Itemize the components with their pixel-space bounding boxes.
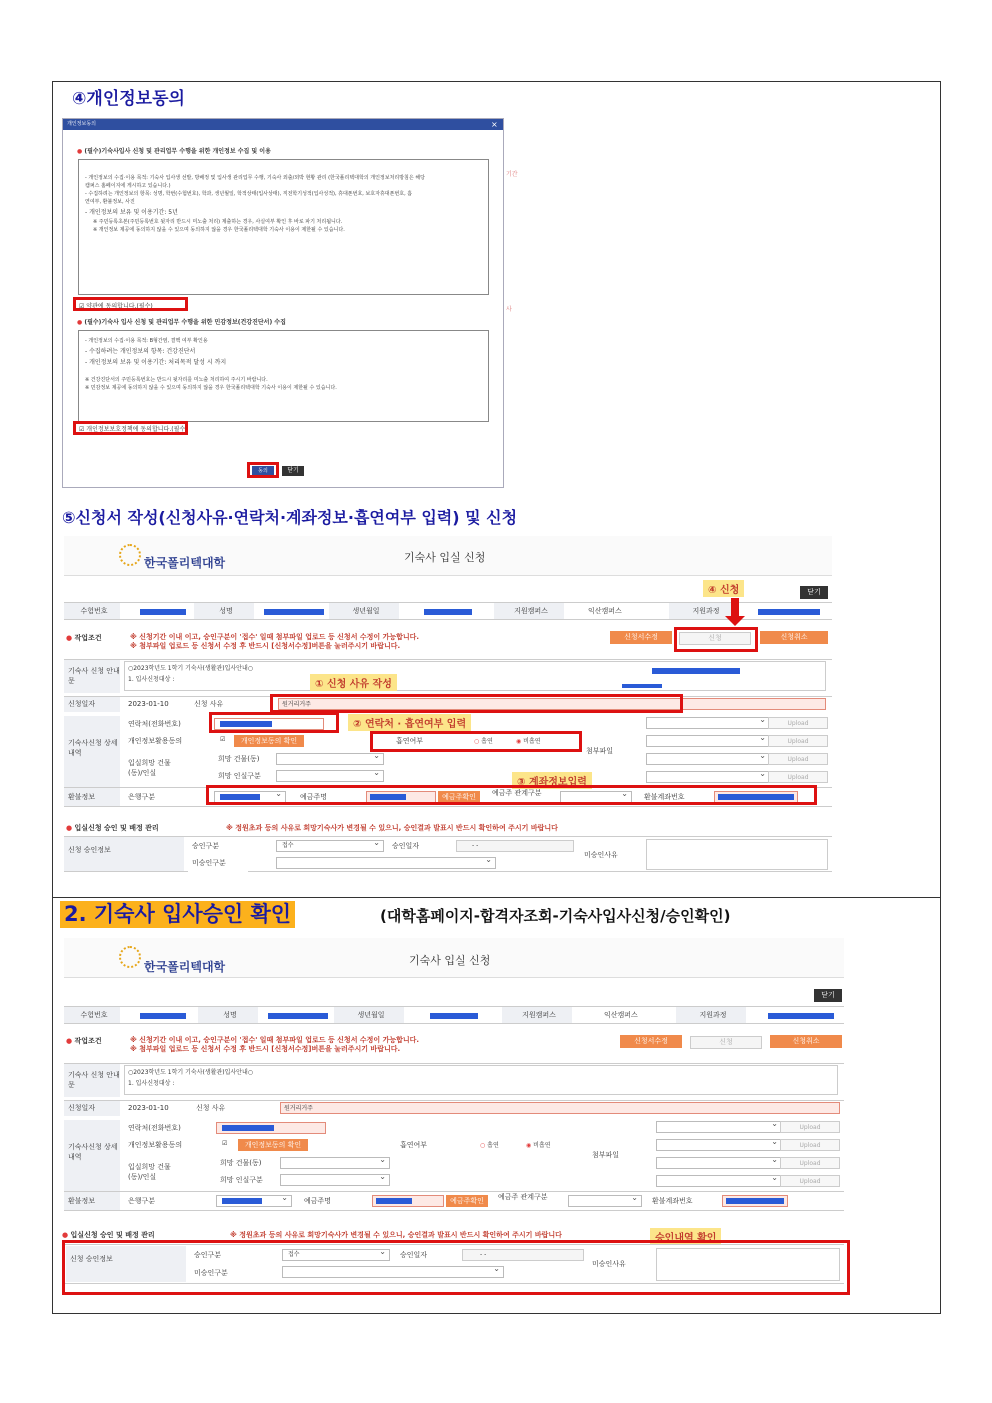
section2-line: - 개인정보의 수집·이용 목적: B형간염, 결핵 여부 확인용 <box>85 338 208 344</box>
close-button[interactable]: 닫기 <box>800 586 828 599</box>
approval-title-text: 입실신청 승인 및 배정 관리 <box>70 1231 155 1239</box>
guide-redacted <box>652 668 740 674</box>
guide-label: 기숙사 신청 안내문 <box>64 1064 120 1097</box>
cancel-apply-button[interactable]: 신청취소 <box>760 631 828 644</box>
birth-value <box>430 1013 478 1019</box>
section2-title: ● (필수)기숙사 입사 신청 및 관리업무 수행을 위한 민감정보(건강진단서) 수집 <box>77 319 286 326</box>
unapproved-type-select[interactable] <box>276 857 496 869</box>
attach-select[interactable] <box>646 717 770 729</box>
approval-title: ● 입실신청 승인 및 배정 관리 <box>66 824 159 832</box>
room-label: 입실희망 건물(동)/인실 <box>124 1156 180 1190</box>
section2-title-text: (필수)기숙사 입사 신청 및 관리업무 수행을 위한 민감정보(건강진단서) 수집 <box>84 319 286 326</box>
privacy-check-icon[interactable]: ☑ <box>220 736 226 743</box>
section2-line: - 수집하려는 개인정보의 항목: 건강진단서 <box>85 348 196 355</box>
highlight-agree2 <box>73 421 188 435</box>
holder-confirm-button[interactable]: 예금주확인 <box>438 791 480 803</box>
step4-title: ④개인정보동의 <box>72 89 185 109</box>
section2-box <box>78 330 489 422</box>
smoke-no-label: 비흡연 <box>533 1142 551 1149</box>
building-select[interactable] <box>280 1157 390 1169</box>
relation-label: 예금주 관계구분 <box>494 1192 554 1201</box>
attach-select[interactable] <box>656 1157 782 1169</box>
attach-label: 첨부파일 <box>588 1146 648 1164</box>
approval-type-value: 접수 <box>288 1251 300 1258</box>
unapproved-reason-label: 미승인사유 <box>588 1255 652 1273</box>
close-button[interactable]: 닫기 <box>814 989 842 1002</box>
contact-label: 연락처(전화번호) <box>124 715 214 733</box>
reason-label: 신청 사유 <box>190 697 250 712</box>
unapproved-type-label: 미승인구분 <box>190 1264 250 1282</box>
privacy-label: 개인정보활용동의 <box>124 1136 214 1154</box>
upload-button[interactable]: Upload <box>768 717 828 729</box>
condition-line: ※ 신청기간 이내 이고, 승인구분이 '접수' 일때 첨부파일 업로드 등 신청서 수정이 가능합니다. <box>130 633 420 641</box>
section1-title-text: (필수)기숙사입사 신청 및 관리업무 수행을 위한 개인정보 수집 및 이용 <box>84 148 271 155</box>
logo-text: 한국폴리텍대학 <box>144 960 226 974</box>
down-arrow-head <box>725 616 745 626</box>
app-title: 기숙사 입실 신청 <box>409 954 491 967</box>
bank-value <box>222 1198 262 1204</box>
exam-no-value <box>140 1013 186 1019</box>
section1-line: 캠퍼스 홈페이지에 게시하고 있습니다.) <box>85 183 171 189</box>
highlight-contact <box>209 712 339 733</box>
room-label: 입실희망 건물(동)/인실 <box>124 752 180 786</box>
highlight-apply <box>674 627 758 652</box>
logo-icon <box>119 544 141 566</box>
agree2-label: 개인정보보호정책에 동의합니다.(필수) <box>86 426 188 433</box>
app-title: 기숙사 입실 신청 <box>404 551 486 564</box>
date-label: 신청일자 <box>64 1101 120 1116</box>
privacy-check-icon[interactable]: ☑ <box>222 1140 228 1147</box>
smoke-yes-label: 흡연 <box>481 738 493 745</box>
privacy-confirm-button[interactable]: 개인정보동의 확인 <box>238 1139 308 1151</box>
highlight-agree1 <box>73 297 188 311</box>
approval-type-label: 승인구분 <box>188 837 248 855</box>
callout-apply: ④ 신청 <box>703 580 744 597</box>
name-value <box>268 1013 328 1019</box>
course-label: 지원과정 <box>676 1007 746 1023</box>
modify-button[interactable]: 신청서수정 <box>620 1035 682 1048</box>
reason-input[interactable] <box>280 1102 840 1114</box>
attach-select[interactable] <box>656 1121 782 1133</box>
birth-value <box>424 609 472 615</box>
agree1-label: 약관에 동의합니다.(필수) <box>86 303 153 310</box>
guide-line: ○2023학년도 1학기 기숙사(생활관)입사안내○ <box>128 1069 253 1076</box>
exam-no-label: 수험번호 <box>64 1007 120 1023</box>
refund-label: 환불정보 <box>64 1192 120 1210</box>
dorm-app-2 <box>64 938 844 1238</box>
attach-select[interactable] <box>646 753 770 765</box>
down-arrow-icon <box>731 598 739 618</box>
relation-label: 예금주 관계구분 <box>488 788 548 797</box>
logo-text: 한국폴리텍대학 <box>144 556 226 570</box>
apply-button[interactable]: 신청 <box>690 1036 762 1049</box>
refund-label: 환불정보 <box>64 788 120 806</box>
holder-confirm-button[interactable]: 예금주확인 <box>446 1195 488 1207</box>
room-type-select[interactable] <box>280 1174 390 1186</box>
contact-label: 연락처(전화번호) <box>124 1119 214 1137</box>
course-value <box>758 609 820 615</box>
section2-title-text: 2. 기숙사 입사승인 확인 <box>64 902 292 926</box>
section2-title <box>60 901 295 928</box>
radio-selected-icon[interactable]: ◉ <box>526 1142 534 1149</box>
check-icon[interactable]: ☑ <box>79 426 87 433</box>
section1-line: - 수집하려는 개인정보의 항목: 성명, 학번(수험번호), 학과, 생년월일, 학적상태(입사상태), 직전학기성적(입사성적), 휴대폰번호, 보호자휴대폰번호, 흡 <box>85 191 413 197</box>
callout-reason: ① 신청 사유 작성 <box>310 674 397 691</box>
unapproved-type-label: 미승인구분 <box>188 854 248 872</box>
holder-value <box>376 1198 412 1204</box>
section2-line: - 개인정보의 보유 및 이용기간: 처리목적 달성 시 까지 <box>85 359 227 366</box>
smoke-label: 흡연여부 <box>396 1136 456 1154</box>
exam-no-value <box>140 609 186 615</box>
smoke-yes-radio[interactable] <box>480 1141 499 1150</box>
course-label: 지원과정 <box>669 603 739 619</box>
guide-line: ○2023학년도 1학기 기숙사(생활관)입사안내○ <box>128 665 253 672</box>
section1-line: ※ 개인정보 제공에 동의하지 않을 수 있으며 동의하지 않을 경우 한국폴리텍대학 기숙사 이용이 제한될 수 있습니다. <box>93 227 345 233</box>
highlight-approval <box>62 1240 850 1295</box>
section2-line: ※ 건강진단서의 주민등록번호는 반드시 뒷자리를 미노출 처리하여 주시기 바랍니다. <box>85 377 268 383</box>
section2-line: ※ 민감정보 제공에 동의하지 않을 수 있으며 동의하지 않을 경우 한국폴리텍대학 기숙사 이용이 제한될 수 있습니다. <box>85 385 337 391</box>
background-fragment: 사 <box>506 306 512 313</box>
approval-type-value: 접수 <box>282 842 294 849</box>
refund-acct-value <box>726 1198 784 1204</box>
campus-label: 지원캠퍼스 <box>502 1007 572 1023</box>
upload-button[interactable]: Upload <box>780 1175 840 1187</box>
radio-selected-icon[interactable]: ◉ <box>516 738 524 745</box>
condition-label-text: 작업조건 <box>74 1037 102 1045</box>
refund-acct-label: 환불계좌번호 <box>648 1192 720 1210</box>
unapproved-reason-box <box>646 839 828 870</box>
birth-label: 생년월일 <box>329 603 399 619</box>
date-value: 2023-01-10 <box>124 697 188 712</box>
approval-type-label: 승인구분 <box>190 1246 250 1264</box>
date-label: 신청일자 <box>64 697 120 712</box>
unapproved-reason-label: 미승인사유 <box>580 846 644 864</box>
approval-title-text: 입실신청 승인 및 배정 관리 <box>74 824 159 832</box>
holder-label: 예금주명 <box>296 788 356 806</box>
holder-label: 예금주명 <box>300 1192 360 1210</box>
attach-label: 첨부파일 <box>582 742 642 760</box>
agree-button[interactable]: 동의 <box>252 466 274 476</box>
radio-empty-icon[interactable]: ○ <box>480 1142 488 1149</box>
cancel-apply-button[interactable]: 신청취소 <box>770 1035 842 1048</box>
step5-title: ⑤신청서 작성(신청사유·연락처·계좌정보·흡연여부 입력) 및 신청 <box>62 508 518 527</box>
dialog-window-title: 개인정보동의 <box>67 121 96 127</box>
guide-line: 1. 입사신청대상 : <box>128 676 175 683</box>
attach-select[interactable] <box>646 771 770 783</box>
approval-label: 신청 승인정보 <box>66 1246 186 1282</box>
reason-value: 원거리거주 <box>282 701 311 708</box>
highlight-reason <box>270 694 683 713</box>
approval-label: 신청 승인정보 <box>64 837 184 871</box>
name-value <box>264 609 324 615</box>
detail-label: 기숙사신청 상세내역 <box>64 716 120 788</box>
attach-select[interactable] <box>646 735 770 747</box>
callout-approval: 승인내역 확인 <box>650 1228 721 1245</box>
privacy-confirm-button[interactable]: 개인정보동의 확인 <box>234 735 304 747</box>
campus-value: 익산캠퍼스 <box>600 1007 670 1023</box>
approval-date-value: - - <box>472 842 479 849</box>
guide-redacted <box>622 684 662 688</box>
building-label: 희망 건물(동) <box>214 750 276 768</box>
logo-icon <box>119 946 141 968</box>
bank-label: 은행구분 <box>124 788 184 806</box>
birth-label: 생년월일 <box>334 1007 404 1023</box>
upload-button[interactable]: Upload <box>768 753 828 765</box>
course-value <box>768 1013 834 1019</box>
refund-acct-label: 환불계좌번호 <box>640 788 712 806</box>
campus-label: 지원캠퍼스 <box>494 603 564 619</box>
guide-label: 기숙사 신청 안내문 <box>64 660 120 693</box>
section1-line: 연여부, 환불정보, 사진 <box>85 199 135 205</box>
attach-select[interactable] <box>656 1139 782 1151</box>
approval-date-value: - - <box>480 1251 487 1258</box>
condition-line: ※ 첨부파일 업로드 등 신청서 수정 후 반드시 [신청서수정]버튼을 눌러주시기 바랍니다. <box>130 1045 401 1053</box>
section2-subtitle: (대학홈페이지-합격자조회-기숙사입사신청/승인확인) <box>380 907 731 925</box>
upload-button[interactable]: Upload <box>780 1121 840 1133</box>
callout-contact: ② 연락처 · 흡연여부 입력 <box>348 714 471 731</box>
section1-box <box>78 159 489 295</box>
attach-select[interactable] <box>656 1175 782 1187</box>
upload-button[interactable]: Upload <box>768 771 828 783</box>
section-divider <box>52 897 941 898</box>
background-fragment: 기간 <box>506 171 518 178</box>
date-value: 2023-01-10 <box>124 1101 188 1116</box>
privacy-label: 개인정보활용동의 <box>124 732 214 750</box>
approval-warn: ※ 정원초과 등의 사유로 희망기숙사가 변경될 수 있으니, 승인결과 발표시 반드시 확인하여 주시기 바랍니다 <box>226 824 558 832</box>
upload-button[interactable]: Upload <box>768 735 828 747</box>
section1-line: - 개인정보의 수집·이용 목적: 기숙사 입사생 선발, 방배정 및 입사생 관리업무 수행, 기숙사 외출/외박 현황 관리 (한국폴리텍대학의 개인정보처리방침은 해당 <box>85 175 425 181</box>
dialog-titlebar <box>63 119 503 130</box>
upload-button[interactable]: Upload <box>780 1139 840 1151</box>
building-select[interactable] <box>276 753 384 765</box>
upload-button[interactable]: Upload <box>780 1157 840 1169</box>
reason-label: 신청 사유 <box>192 1101 252 1116</box>
section1-line: - 개인정보의 보유 및 이용기간: 5년 <box>85 209 178 216</box>
room-type-select[interactable] <box>276 770 384 782</box>
dialog-close-button[interactable]: 닫기 <box>282 466 304 476</box>
name-label: 성명 <box>194 603 254 619</box>
condition-line: ※ 신청기간 이내 이고, 승인구분이 '접수' 일때 첨부파일 업로드 등 신청서 수정이 가능합니다. <box>130 1036 420 1044</box>
smoke-no-label: 비흡연 <box>523 738 541 745</box>
callout-account: ③ 계좌정보입력 <box>512 772 592 789</box>
check-icon[interactable]: ☑ <box>79 303 87 310</box>
smoke-no-radio[interactable] <box>526 1141 551 1150</box>
smoke-label: 흡연여부 <box>392 732 452 750</box>
highlight-smoke <box>370 731 582 752</box>
reason-value: 원거리거주 <box>284 1105 313 1112</box>
condition-label: ● 작업조건 <box>66 1037 102 1045</box>
building-label: 희망 건물(동) <box>216 1154 278 1172</box>
condition-label-text: 작업조건 <box>74 634 102 642</box>
highlight-agree-button <box>247 462 279 478</box>
approval-date-label: 승인일자 <box>396 1246 460 1264</box>
radio-empty-icon[interactable]: ○ <box>474 738 482 745</box>
condition-line: ※ 첨부파일 업로드 등 신청서 수정 후 반드시 [신청서수정]버튼을 눌러주시기 바랍니다. <box>130 642 401 650</box>
close-icon[interactable]: × <box>491 120 498 129</box>
detail-label: 기숙사신청 상세내역 <box>64 1120 120 1192</box>
condition-label: ● 작업조건 <box>66 634 102 642</box>
approval-date-label: 승인일자 <box>388 837 452 855</box>
modify-button[interactable]: 신청서수정 <box>610 631 672 644</box>
name-label: 성명 <box>198 1007 258 1023</box>
campus-value: 익산캠퍼스 <box>584 603 654 619</box>
bank-label: 은행구분 <box>124 1192 184 1210</box>
guide-line: 1. 입사신청대상 : <box>128 1080 175 1087</box>
apply-button[interactable]: 신청 <box>679 632 751 645</box>
approval-warn: ※ 정원초과 등의 사유로 희망기숙사가 변경될 수 있으니, 승인결과 발표시 반드시 확인하여 주시기 바랍니다 <box>230 1231 562 1239</box>
contact-value <box>222 1125 274 1131</box>
room-type-label: 희망 인실구분 <box>216 1171 278 1189</box>
room-type-label: 희망 인실구분 <box>214 767 276 785</box>
smoke-yes-label: 흡연 <box>487 1142 499 1149</box>
highlight-account <box>206 785 817 805</box>
relation-select[interactable] <box>568 1195 642 1207</box>
approval-title: ● 입실신청 승인 및 배정 관리 <box>62 1231 155 1239</box>
section1-title: ● (필수)기숙사입사 신청 및 관리업무 수행을 위한 개인정보 수집 및 이용 <box>77 148 271 155</box>
section1-line: ※ 주민등록초본(주민등록번호 뒷자리 반드시 미노출 처리) 제출하는 경우, 사실여부 확인 후 바로 파기 처리됩니다. <box>93 219 343 225</box>
exam-no-label: 수험번호 <box>64 603 120 619</box>
